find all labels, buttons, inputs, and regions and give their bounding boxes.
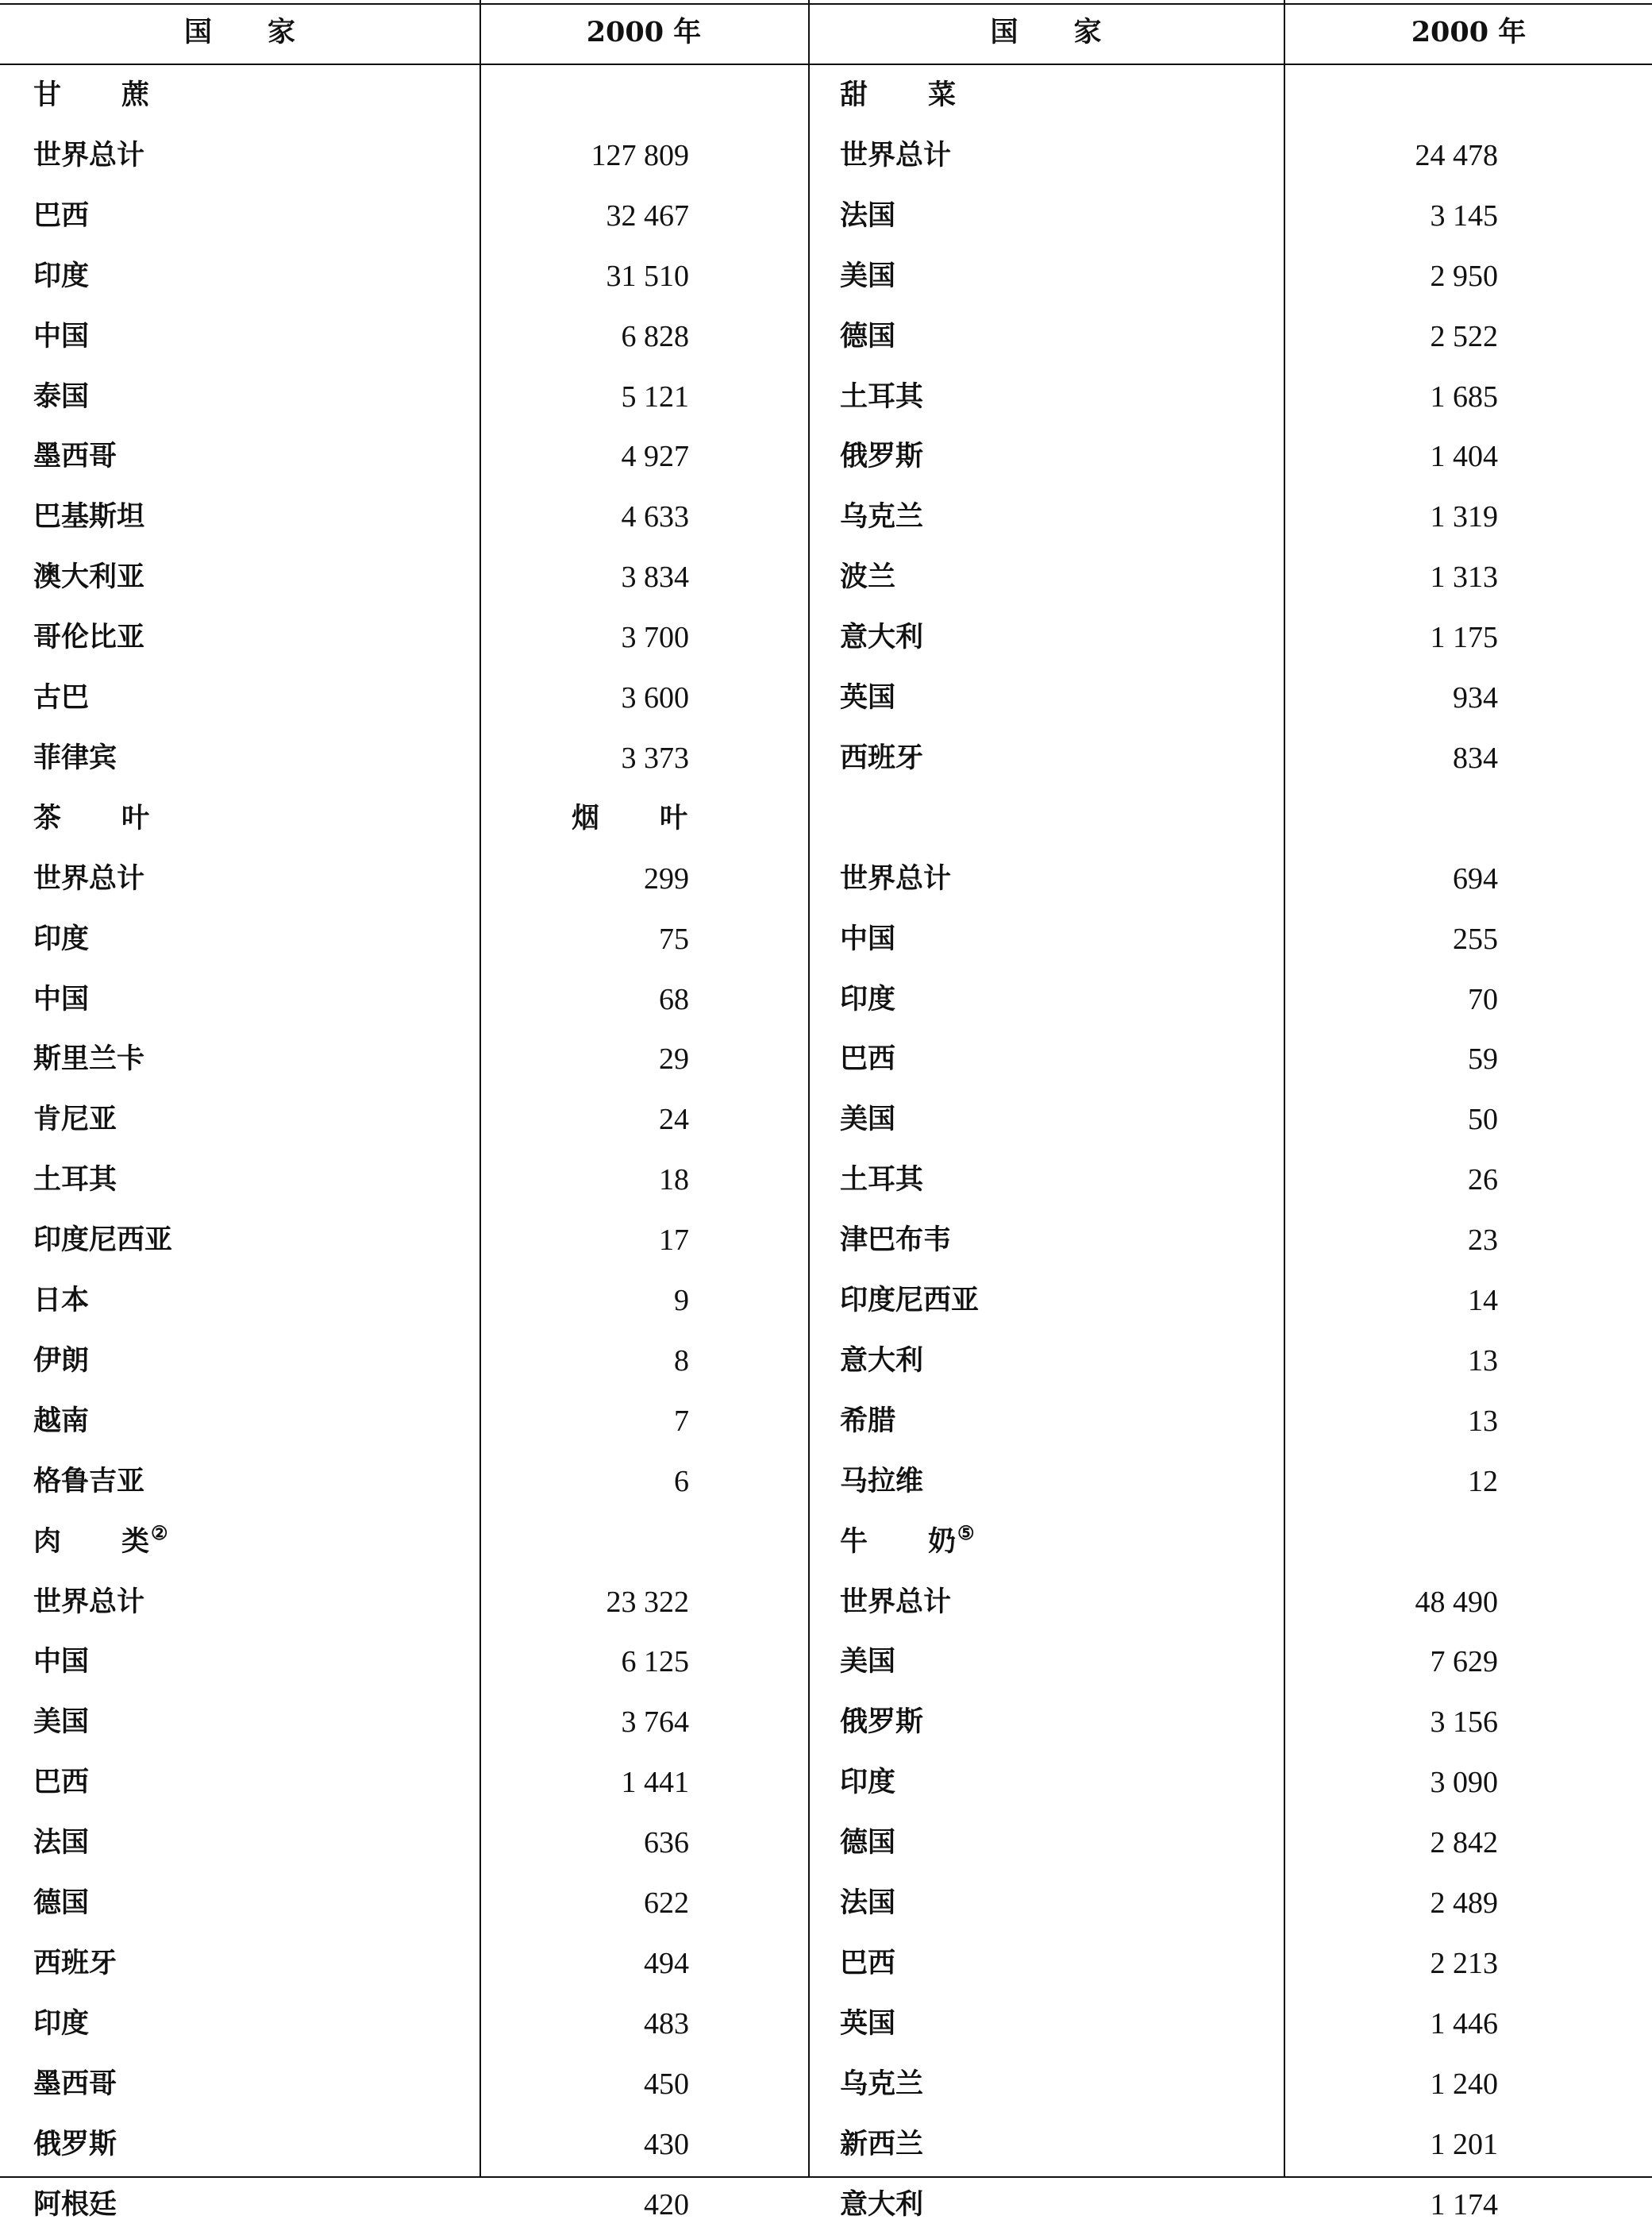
divider-2 bbox=[808, 0, 810, 2178]
value-2000: 50 bbox=[1468, 1103, 1498, 1136]
value-2000: 2 213 bbox=[1430, 1947, 1498, 1980]
country-name: 津巴布韦 bbox=[840, 1223, 952, 1256]
country-name: 古巴 bbox=[33, 681, 90, 714]
value-2000: 694 bbox=[1453, 862, 1498, 896]
country-name: 哥伦比亚 bbox=[33, 621, 145, 653]
country-name: 世界总计 bbox=[840, 1586, 952, 1618]
country-name: 世界总计 bbox=[33, 139, 145, 171]
country-name: 波兰 bbox=[840, 561, 896, 593]
value-2000: 12 bbox=[1468, 1465, 1498, 1498]
value-2000: 127 809 bbox=[591, 139, 689, 172]
value-2000: 834 bbox=[1453, 742, 1498, 775]
value-2000: 483 bbox=[644, 2007, 689, 2040]
value-2000: 14 bbox=[1468, 1284, 1498, 1317]
value-2000: 4 927 bbox=[621, 440, 689, 473]
country-name: 阿根廷 bbox=[33, 2188, 117, 2221]
value-2000: 13 bbox=[1468, 1405, 1498, 1438]
value-2000: 1 446 bbox=[1430, 2007, 1498, 2040]
value-2000: 75 bbox=[659, 923, 689, 956]
country-name: 意大利 bbox=[840, 621, 924, 653]
country-name: 德国 bbox=[33, 1886, 90, 1919]
value-2000: 494 bbox=[644, 1947, 689, 1980]
value-2000: 622 bbox=[644, 1886, 689, 1920]
value-2000: 2 522 bbox=[1430, 320, 1498, 353]
country-name: 世界总计 bbox=[840, 139, 952, 171]
value-2000: 934 bbox=[1453, 681, 1498, 715]
value-2000: 3 145 bbox=[1430, 199, 1498, 233]
country-name: 印度 bbox=[33, 2007, 90, 2040]
country-name: 印度 bbox=[840, 983, 896, 1015]
country-name: 美国 bbox=[33, 1705, 90, 1738]
value-2000: 7 bbox=[674, 1405, 689, 1438]
value-2000: 23 322 bbox=[606, 1586, 689, 1619]
value-2000: 23 bbox=[1468, 1223, 1498, 1257]
country-name: 印度 bbox=[33, 923, 90, 955]
value-2000: 6 125 bbox=[621, 1645, 689, 1678]
value-2000: 29 bbox=[659, 1042, 689, 1076]
country-name: 土耳其 bbox=[840, 380, 924, 413]
header-year-right: 2000 年 bbox=[1411, 16, 1527, 48]
country-name: 俄罗斯 bbox=[33, 2128, 117, 2160]
country-name: 越南 bbox=[33, 1405, 90, 1437]
value-2000: 3 764 bbox=[621, 1705, 689, 1739]
country-name: 法国 bbox=[840, 1886, 896, 1919]
country-name: 西班牙 bbox=[840, 742, 924, 774]
country-name: 意大利 bbox=[840, 2188, 924, 2221]
header-year-left: 2000 年 bbox=[586, 16, 702, 48]
footnote-marker: ② bbox=[151, 1521, 170, 1544]
country-name: 美国 bbox=[840, 260, 896, 292]
value-2000: 430 bbox=[644, 2128, 689, 2161]
value-2000: 70 bbox=[1468, 983, 1498, 1016]
value-2000: 6 828 bbox=[621, 320, 689, 353]
value-2000: 8 bbox=[674, 1344, 689, 1378]
country-name: 英国 bbox=[840, 681, 896, 714]
country-name: 巴西 bbox=[840, 1947, 896, 1979]
value-2000: 7 629 bbox=[1430, 1645, 1498, 1678]
category-label: 肉 类② bbox=[33, 1521, 170, 1558]
value-2000: 636 bbox=[644, 1826, 689, 1859]
country-name: 美国 bbox=[840, 1645, 896, 1678]
value-2000: 26 bbox=[1468, 1163, 1498, 1196]
country-name: 伊朗 bbox=[33, 1344, 90, 1377]
category-label: 甜 菜 bbox=[840, 79, 958, 111]
country-name: 墨西哥 bbox=[33, 440, 117, 472]
value-2000: 5 121 bbox=[621, 380, 689, 414]
value-2000: 68 bbox=[659, 983, 689, 1016]
category-label: 牛 奶⑤ bbox=[840, 1521, 976, 1558]
country-name: 中国 bbox=[33, 1645, 90, 1678]
value-2000: 13 bbox=[1468, 1344, 1498, 1378]
country-name: 泰国 bbox=[33, 380, 90, 413]
country-name: 德国 bbox=[840, 320, 896, 353]
value-2000: 450 bbox=[644, 2067, 689, 2101]
country-name: 土耳其 bbox=[840, 1163, 924, 1196]
value-2000: 3 373 bbox=[621, 742, 689, 775]
country-name: 中国 bbox=[840, 923, 896, 955]
country-name: 乌克兰 bbox=[840, 500, 924, 533]
country-name: 新西兰 bbox=[840, 2128, 924, 2160]
country-name: 土耳其 bbox=[33, 1163, 117, 1196]
value-2000: 1 319 bbox=[1430, 500, 1498, 534]
value-2000: 3 600 bbox=[621, 681, 689, 715]
category-label: 茶 叶 bbox=[33, 802, 152, 834]
value-2000: 48 490 bbox=[1415, 1586, 1498, 1619]
country-name: 英国 bbox=[840, 2007, 896, 2040]
country-name: 法国 bbox=[840, 199, 896, 232]
value-2000: 1 685 bbox=[1430, 380, 1498, 414]
country-name: 肯尼亚 bbox=[33, 1103, 117, 1135]
country-name: 澳大利亚 bbox=[33, 561, 145, 593]
country-name: 希腊 bbox=[840, 1405, 896, 1437]
country-name: 世界总计 bbox=[840, 862, 952, 895]
country-name: 巴西 bbox=[33, 199, 90, 232]
value-2000: 2 489 bbox=[1430, 1886, 1498, 1920]
country-name: 印度 bbox=[33, 260, 90, 292]
value-2000: 24 bbox=[659, 1103, 689, 1136]
value-2000: 1 201 bbox=[1430, 2128, 1498, 2161]
country-name: 法国 bbox=[33, 1826, 90, 1859]
header-country-right: 国 家 bbox=[990, 16, 1102, 48]
country-name: 墨西哥 bbox=[33, 2067, 117, 2100]
value-2000: 2 842 bbox=[1430, 1826, 1498, 1859]
value-2000: 3 156 bbox=[1430, 1705, 1498, 1739]
country-name: 斯里兰卡 bbox=[33, 1042, 145, 1075]
country-name: 中国 bbox=[33, 983, 90, 1015]
value-2000: 17 bbox=[659, 1223, 689, 1257]
country-name: 马拉维 bbox=[840, 1465, 924, 1497]
value-2000: 299 bbox=[644, 862, 689, 896]
value-2000: 24 478 bbox=[1415, 139, 1498, 172]
value-2000: 59 bbox=[1468, 1042, 1498, 1076]
country-name: 意大利 bbox=[840, 1344, 924, 1377]
country-name: 日本 bbox=[33, 1284, 90, 1316]
value-2000: 420 bbox=[644, 2188, 689, 2222]
country-name: 俄罗斯 bbox=[840, 440, 924, 472]
country-name: 印度尼西亚 bbox=[840, 1284, 980, 1316]
country-name: 格鲁吉亚 bbox=[33, 1465, 145, 1497]
value-2000: 18 bbox=[659, 1163, 689, 1196]
value-2000: 6 bbox=[674, 1465, 689, 1498]
country-name: 乌克兰 bbox=[840, 2067, 924, 2100]
country-name: 巴西 bbox=[33, 1766, 90, 1798]
value-2000: 1 240 bbox=[1430, 2067, 1498, 2101]
country-name: 美国 bbox=[840, 1103, 896, 1135]
value-2000: 2 950 bbox=[1430, 260, 1498, 293]
header-country-left: 国 家 bbox=[183, 16, 295, 48]
country-name: 世界总计 bbox=[33, 862, 145, 895]
country-name: 俄罗斯 bbox=[840, 1705, 924, 1738]
country-name: 西班牙 bbox=[33, 1947, 117, 1979]
country-name: 巴基斯坦 bbox=[33, 500, 145, 533]
footnote-marker: ⑤ bbox=[957, 1521, 976, 1544]
value-2000: 1 441 bbox=[621, 1766, 689, 1799]
value-2000: 255 bbox=[1453, 923, 1498, 956]
value-2000: 1 313 bbox=[1430, 561, 1498, 594]
country-name: 中国 bbox=[33, 320, 90, 353]
value-2000: 31 510 bbox=[606, 260, 689, 293]
category-label: 甘 蔗 bbox=[33, 79, 152, 111]
country-name: 德国 bbox=[840, 1826, 896, 1859]
value-2000: 1 174 bbox=[1430, 2188, 1498, 2222]
country-name: 世界总计 bbox=[33, 1586, 145, 1618]
country-name: 印度尼西亚 bbox=[33, 1223, 173, 1256]
country-name: 印度 bbox=[840, 1766, 896, 1798]
value-2000: 3 700 bbox=[621, 621, 689, 654]
value-2000: 3 834 bbox=[621, 561, 689, 594]
category-label: 烟 叶 bbox=[571, 802, 689, 834]
country-name: 巴西 bbox=[840, 1042, 896, 1075]
value-2000: 1 175 bbox=[1430, 621, 1498, 654]
value-2000: 9 bbox=[674, 1284, 689, 1317]
value-2000: 1 404 bbox=[1430, 440, 1498, 473]
value-2000: 4 633 bbox=[621, 500, 689, 534]
value-2000: 32 467 bbox=[606, 199, 689, 233]
value-2000: 3 090 bbox=[1430, 1766, 1498, 1799]
country-name: 菲律宾 bbox=[33, 742, 117, 774]
